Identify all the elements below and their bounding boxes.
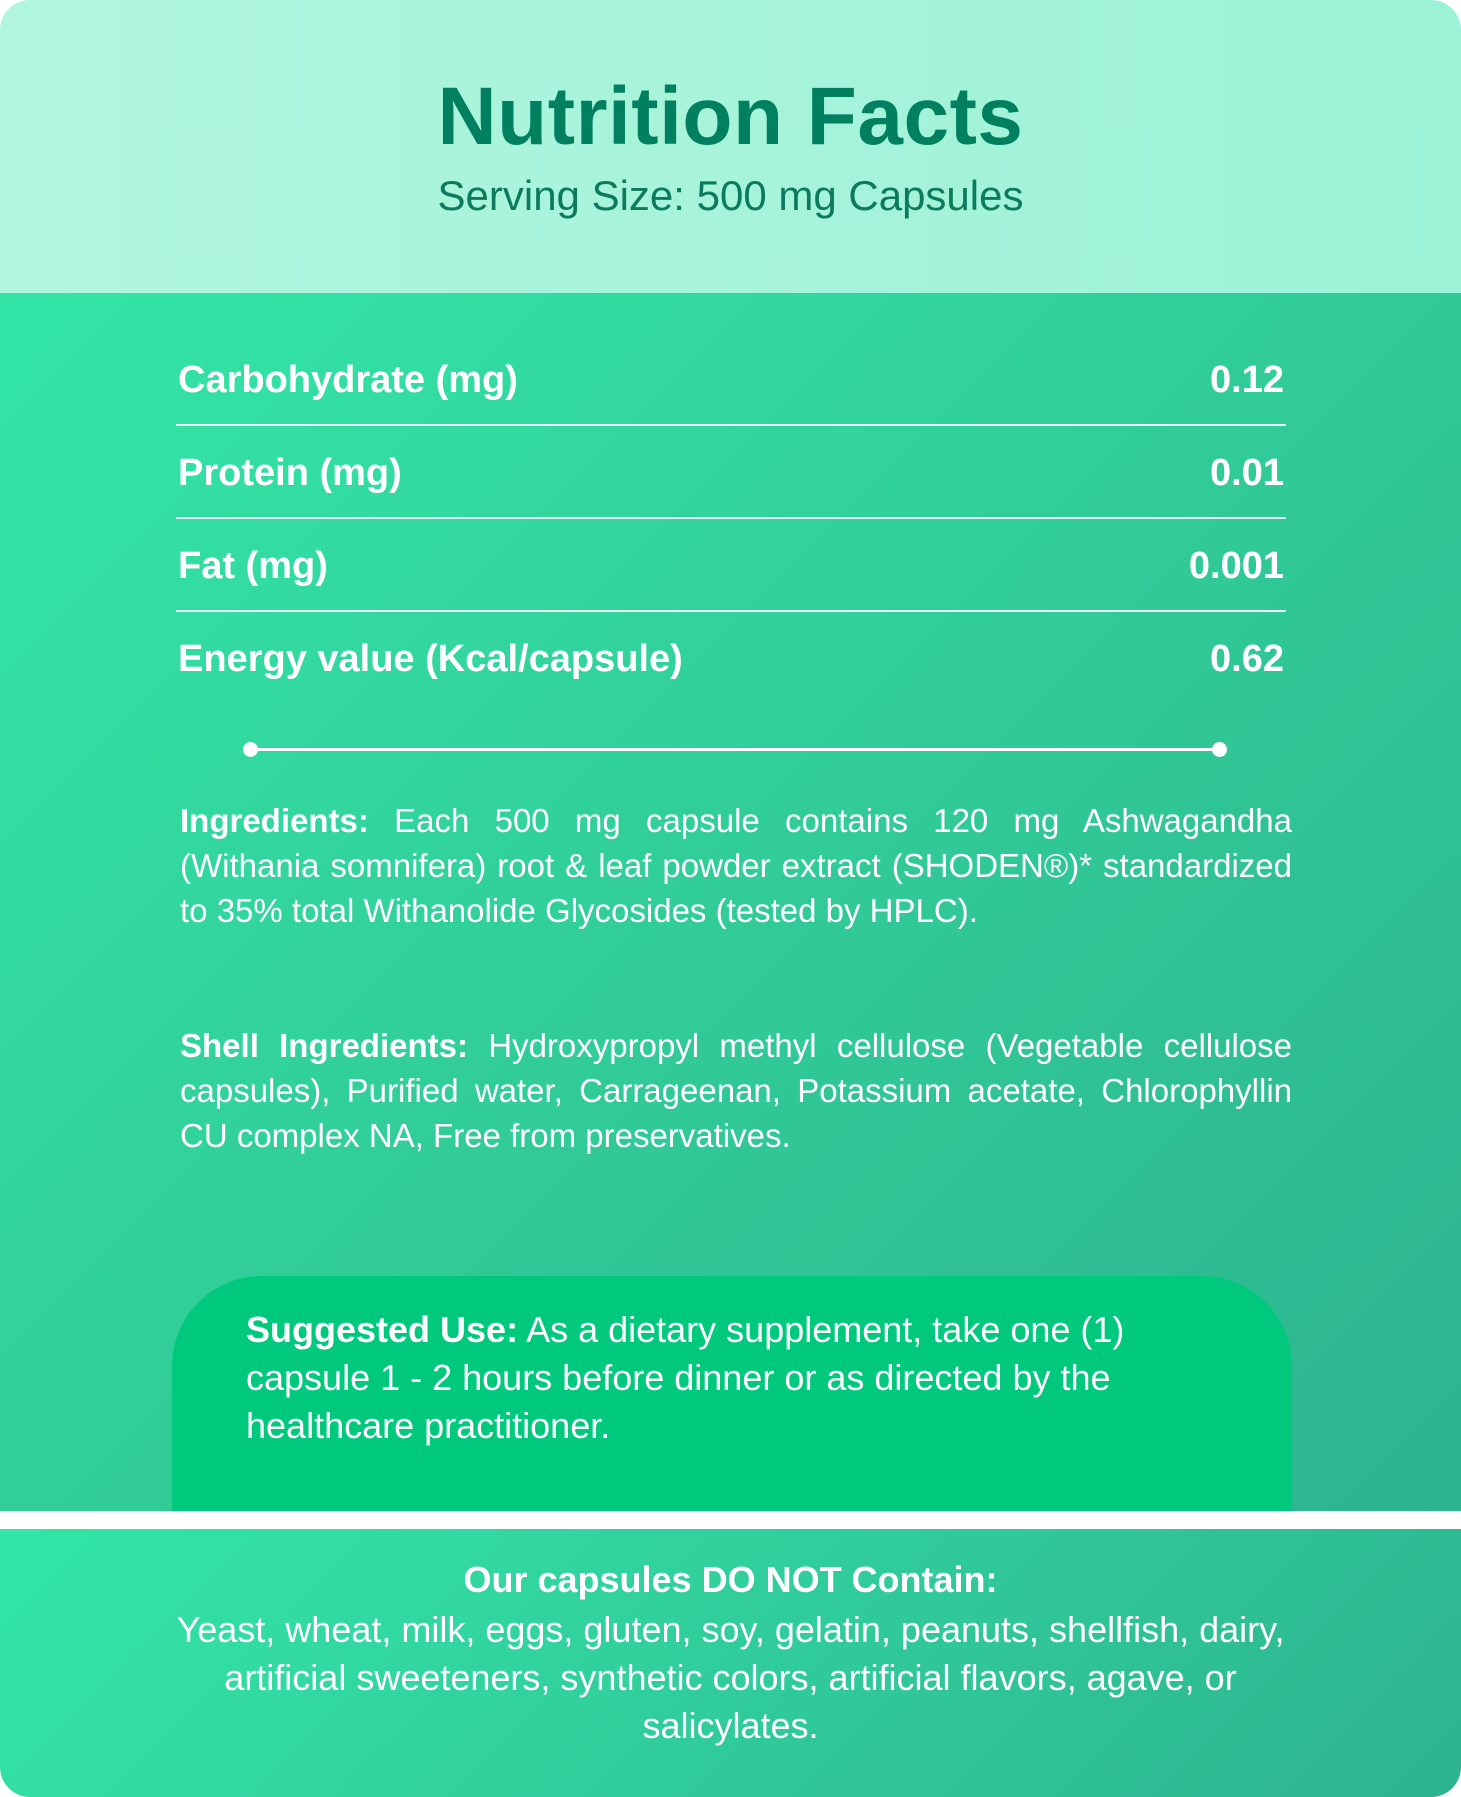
serving-size: Serving Size: 500 mg Capsules <box>437 172 1024 219</box>
shell-ingredients-label: Shell Ingredients: <box>180 1027 468 1064</box>
fact-label: Protein (mg) <box>178 452 402 494</box>
fact-value: 0.001 <box>1188 545 1284 587</box>
suggested-use-box <box>172 1276 1292 1511</box>
fact-value: 0.12 <box>1210 359 1284 401</box>
suggested-use-text: As a dietary supplement, take one (1) capsule 1 - 2 hours before dinner or as directed by the healthcare practitioner. <box>246 1309 1125 1446</box>
ingredients-paragraph <box>180 798 1292 933</box>
ingredients-text: Each 500 mg capsule contains 120 mg Ashwagandha (Withania somnifera) root & leaf powder extract (SHODEN®)* standardized to 35% total Withanolide Glycosides (tested by HPLC). <box>180 802 1292 929</box>
suggested-use-label: Suggested Use: <box>246 1309 519 1350</box>
ingredients-label: Ingredients: <box>180 802 369 839</box>
fact-label: Energy value (Kcal/capsule) <box>178 638 683 680</box>
shell-ingredients-text: Hydroxypropyl methyl cellulose (Vegetable cellulose capsules), Purified water, Carrageenan, Potassium acetate, Chlorophyllin CU complex NA, Free from preservatives. <box>180 1027 1292 1154</box>
page-title: Nutrition Facts <box>437 71 1024 162</box>
fact-row-fat <box>176 519 1286 612</box>
header <box>0 0 1461 293</box>
nutrition-table <box>176 333 1286 705</box>
suggested-use-paragraph <box>246 1306 1236 1450</box>
shell-ingredients-paragraph <box>180 1023 1292 1158</box>
divider-dot-left <box>243 742 258 757</box>
footer <box>0 1529 1461 1797</box>
footer-text: Yeast, wheat, milk, eggs, gluten, soy, gelatin, peanuts, shellfish, dairy, artificial sweeteners, synthetic colors, artificial flavors, agave, or salicylates. <box>176 1609 1285 1746</box>
fact-row-carbohydrate <box>176 333 1286 426</box>
divider-dot-right <box>1212 742 1227 757</box>
section-divider <box>250 748 1220 751</box>
fact-value: 0.62 <box>1210 638 1284 680</box>
fact-label: Fat (mg) <box>178 545 328 587</box>
fact-label: Carbohydrate (mg) <box>178 359 518 401</box>
footer-title: Our capsules DO NOT Contain: <box>463 1559 998 1600</box>
main-panel <box>0 293 1461 1511</box>
fact-row-protein <box>176 426 1286 519</box>
fact-value: 0.01 <box>1210 452 1284 494</box>
fact-row-energy <box>176 612 1286 705</box>
